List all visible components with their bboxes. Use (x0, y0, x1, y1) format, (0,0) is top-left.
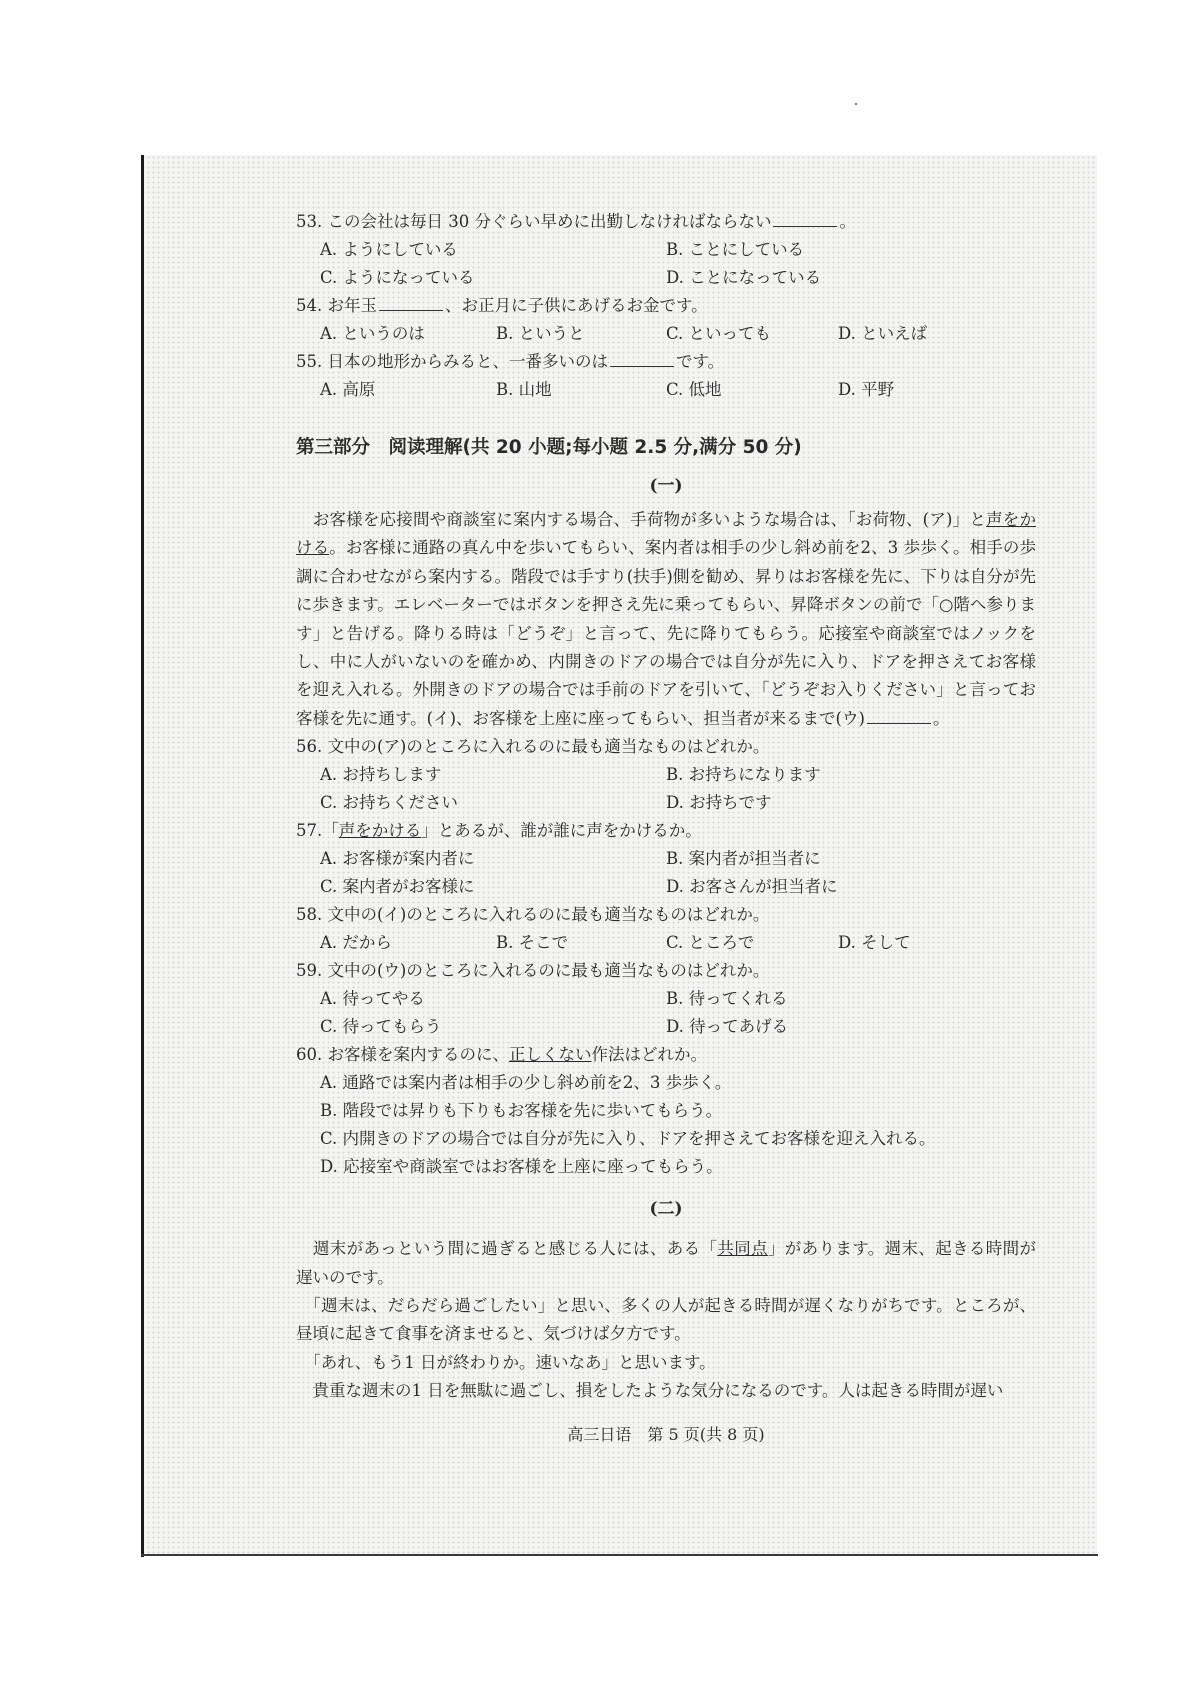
options-54 (296, 320, 1036, 348)
answer-blank (610, 350, 674, 367)
passage-2-p1: 週末があっという間に過ぎると感じる人には、ある「共同点」があります。週末、起きる時間が遅いのです。 (296, 1239, 1037, 1287)
option-b: B. というと (496, 324, 585, 343)
option-b: B. ことにしている (666, 240, 805, 259)
option-a: A. お持ちします (320, 765, 442, 785)
option-d: D. といえば (838, 324, 928, 343)
option-b: B. 待ってくれる (666, 989, 788, 1009)
option-d: D. 平野 (838, 380, 895, 399)
passage-2-p4: 貴重な週末の1 日を無駄に過ごし、損をしたような気分になるのです。人は起きる時間が遅い (296, 1381, 1004, 1401)
options-53-row1 (296, 236, 1036, 264)
options-53-row2 (296, 264, 1036, 292)
option-d: D. ことになっている (666, 268, 822, 287)
underlined-phrase: 声をかける (296, 510, 1037, 558)
passage-2-p3: 「あれ、もう1 日が終わりか。速いなあ」と思います。 (296, 1352, 716, 1372)
option-a: A. 待ってやる (320, 989, 425, 1009)
option-a: A. というのは (320, 324, 425, 343)
answer-blank (867, 707, 931, 724)
underlined-phrase: 共同点 (717, 1239, 768, 1259)
options-57-row2 (296, 873, 1036, 901)
option-c: C. ところで (666, 933, 755, 953)
page-footer: 高三日语 第 5 页(共 8 页) (567, 1425, 765, 1444)
passage-1: お客様を応接間や商談室に案内する場合、手荷物が多いような場合は、「お荷物、(ア)」と声をかける。お客様に通路の真ん中を歩いてもらい、案内者は相手の少し斜め前を2、3 歩歩く。相手の歩調に合わせながら案内する。階段では手すり(扶手)側を勧め、昇りはお客様を先に、下りは自分が先に歩きます。エレベーターではボタンを押さえ先に乗ってもらい、昇降ボタンの前で「○階へ参ります」と告げる。降りる時は「どうぞ」と言って、先に降りてもらう。応接室や商談室ではノックをし、中に人がいないのを確かめ、内開きのドアの場合では自分が先に入り、ドアを押さえてお客様を迎え入れる。外開きのドアの場合では手前のドアを引いて、「どうぞお入りください」と言ってお客様を先に通す。(イ)、お客様を上座に座ってもらい、担当者が来るまで(ウ) 。 (296, 510, 1037, 728)
exam-content (296, 208, 1036, 1406)
options-57-row1 (296, 845, 1036, 873)
option-b: B. 山地 (496, 380, 552, 399)
option-c: C. 低地 (666, 380, 722, 399)
question-53: 53. この会社は毎日 30 分ぐらい早めに出勤しなければならない 。 (296, 212, 856, 231)
option-c: C. 待ってもらう (320, 1017, 442, 1037)
option-a: A. だから (320, 933, 392, 953)
option-b: B. 階段では昇りも下りもお客様を先に歩いてもらう。 (320, 1101, 723, 1121)
option-d: D. 待ってあげる (666, 1017, 789, 1037)
option-b: B. お持ちになります (666, 765, 821, 785)
underlined-phrase: 正しくない (509, 1045, 592, 1065)
part-1-heading: (一) (649, 476, 683, 496)
bottom-border-line (141, 1554, 1098, 1556)
option-a: A. 通路では案内者は相手の少し斜め前を2、3 歩歩く。 (320, 1073, 732, 1093)
question-60: 60. お客様を案内するのに、正しくない作法はどれか。 (296, 1045, 707, 1065)
question-59: 59. 文中の(ウ)のところに入れるのに最も適当なものはどれか。 (296, 961, 770, 981)
option-c: C. ようになっている (320, 268, 475, 287)
question-54: 54. お年玉 、お正月に子供にあげるお金です。 (296, 296, 708, 315)
option-b: B. そこで (496, 933, 569, 953)
option-b: B. 案内者が担当者に (666, 849, 821, 869)
option-c: C. といっても (666, 324, 772, 343)
option-a: A. お客様が案内者に (320, 849, 475, 869)
options-59-row2 (296, 1013, 1036, 1041)
option-c: C. お持ちください (320, 793, 459, 813)
passage-2-p2: 「週末は、だらだら過ごしたい」と思い、多くの人が起きる時間が遅くなりがちです。ところが、昼頃に起きて食事を済ませると、気づけば夕方です。 (296, 1296, 1036, 1344)
option-d: D. そして (838, 933, 911, 953)
underlined-phrase: 声をかける (338, 821, 422, 841)
option-a: A. ようにしている (320, 240, 458, 259)
options-55 (296, 376, 1036, 404)
question-58: 58. 文中の(イ)のところに入れるのに最も適当なものはどれか。 (296, 905, 770, 925)
scan-speck (855, 103, 857, 105)
section-title: 第三部分 阅读理解(共 20 小题;每小题 2.5 分,满分 50 分) (296, 437, 802, 458)
options-58 (296, 929, 1036, 957)
options-56-row2 (296, 789, 1036, 817)
option-d: D. お持ちです (666, 793, 772, 813)
option-d: D. 応接室や商談室ではお客様を上座に座ってもらう。 (320, 1157, 723, 1177)
options-56-row1 (296, 761, 1036, 789)
question-57: 57.「声をかける」とあるが、誰が誰に声をかけるか。 (296, 821, 702, 841)
answer-blank (773, 210, 837, 227)
option-c: C. 内開きのドアの場合では自分が先に入り、ドアを押さえてお客様を迎え入れる。 (320, 1129, 936, 1149)
option-c: C. 案内者がお客様に (320, 877, 475, 897)
option-a: A. 高原 (320, 380, 376, 399)
question-55: 55. 日本の地形からみると、一番多いのは です。 (296, 352, 725, 371)
options-59-row1 (296, 985, 1036, 1013)
left-border-line (141, 155, 144, 1557)
option-d: D. お客さんが担当者に (666, 877, 838, 897)
question-56: 56. 文中の(ア)のところに入れるのに最も適当なものはどれか。 (296, 737, 770, 757)
answer-blank (379, 294, 443, 311)
part-2-heading: (二) (649, 1199, 683, 1220)
